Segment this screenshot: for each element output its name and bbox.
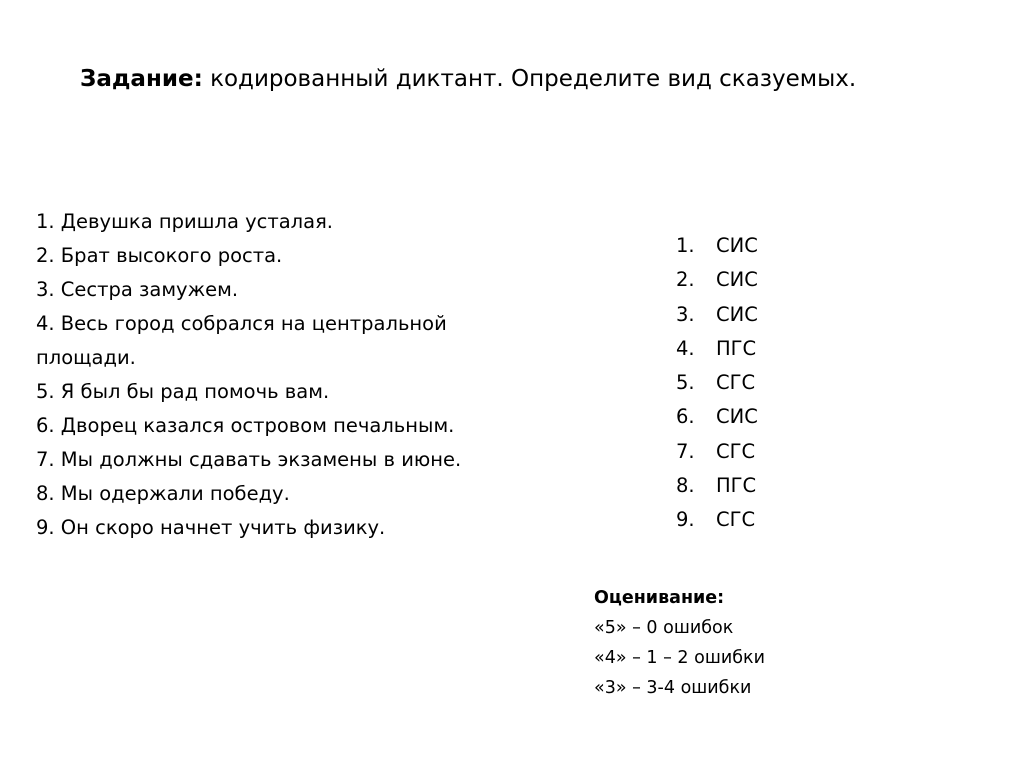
answer-code: СГС <box>716 508 756 532</box>
answer-item <box>676 435 758 469</box>
item-number: 3. <box>36 278 55 301</box>
item-text: Сестра замужем. <box>54 278 239 301</box>
answer-code: СИС <box>716 405 758 429</box>
item-text: Дворец казался островом печальным. <box>54 414 455 437</box>
list-item <box>36 375 596 409</box>
answer-number: 8. <box>676 474 695 498</box>
grading-row: «3» – 3-4 ошибки <box>594 678 752 698</box>
answer-number: 9. <box>676 508 695 532</box>
list-item-continuation <box>36 341 596 375</box>
answer-code: СГС <box>716 439 756 463</box>
answer-number: 2. <box>676 268 695 292</box>
answer-number: 3. <box>676 302 695 326</box>
item-number: 8. <box>36 482 55 505</box>
answer-code: ПГС <box>716 474 757 498</box>
answer-item <box>676 366 758 400</box>
answer-code: СГС <box>716 371 756 395</box>
item-text: Девушка пришла усталая. <box>54 210 334 233</box>
item-number: 1. <box>36 210 55 233</box>
item-text: Он скоро начнет учить физику. <box>54 516 386 539</box>
title-text: кодированный диктант. Определите вид сказуемых. <box>202 66 857 92</box>
answer-list <box>676 229 758 538</box>
answer-code: СИС <box>716 234 758 257</box>
item-text: Брат высокого роста. <box>54 244 283 267</box>
item-number: 7. <box>36 448 55 471</box>
item-number: 9. <box>36 516 55 539</box>
list-item <box>36 477 596 511</box>
list-item <box>36 443 596 477</box>
answer-item <box>676 503 758 537</box>
answer-code: СИС <box>716 302 758 326</box>
grading-heading: Оценивание: <box>594 588 725 608</box>
answer-number: 1. <box>676 234 695 257</box>
list-item <box>36 273 596 307</box>
answer-number: 6. <box>676 405 695 429</box>
item-number: 4. <box>36 312 55 335</box>
item-number: 5. <box>36 380 55 403</box>
page-title <box>80 62 856 96</box>
item-text: площади. <box>36 346 136 369</box>
list-item <box>36 205 596 239</box>
item-text: Весь город собрался на центральной <box>54 312 447 335</box>
sentence-list <box>36 205 596 545</box>
list-item <box>36 307 596 341</box>
answer-item <box>676 469 758 503</box>
answer-number: 5. <box>676 371 695 395</box>
grading-row: «4» – 1 – 2 ошибки <box>594 648 765 668</box>
answer-item <box>676 400 758 434</box>
item-number: 6. <box>36 414 55 437</box>
answer-number: 4. <box>676 336 695 360</box>
answer-item <box>676 332 758 366</box>
answer-code: ПГС <box>716 336 757 360</box>
item-number: 2. <box>36 244 55 267</box>
answer-item <box>676 229 758 263</box>
list-item <box>36 409 596 443</box>
grading-block <box>594 583 765 703</box>
list-item <box>36 511 596 545</box>
item-text: Мы должны сдавать экзамены в июне. <box>54 448 462 471</box>
answer-number: 7. <box>676 439 695 463</box>
title-label: Задание: <box>80 66 203 92</box>
list-item <box>36 239 596 273</box>
answer-item <box>676 298 758 332</box>
answer-code: СИС <box>716 268 758 292</box>
item-text: Мы одержали победу. <box>54 482 290 505</box>
answer-item <box>676 263 758 297</box>
grading-row: «5» – 0 ошибок <box>594 618 734 638</box>
item-text: Я был бы рад помочь вам. <box>54 380 330 403</box>
